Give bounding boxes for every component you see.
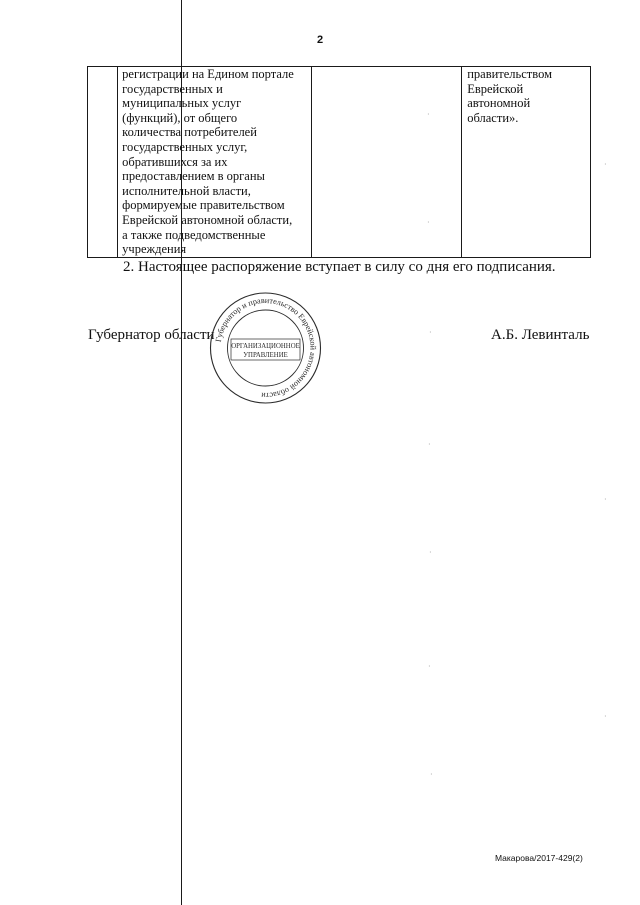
official-stamp [203,292,328,404]
scan-speck: · [429,548,432,557]
scan-speck: · [427,218,430,227]
scan-speck: · [604,495,607,504]
page-number: 2 [316,34,324,46]
stamp-ring-text: Губернатор и правительство Еврейской автономной области [213,295,318,401]
scan-speck: · [604,712,607,721]
responsible-text: правительством Еврейской автономной области». [467,67,552,125]
table-cell-responsible [462,67,591,258]
signature-name: А.Б. Левинталь [491,327,590,343]
scan-speck: · [428,440,431,449]
executor-footer: Макарова/2017-429(2) [495,853,583,863]
table-cell-value [312,67,462,258]
scan-speck: · [429,328,432,337]
stamp-center-line-1: ОРГАНИЗАЦИОННОЕ [231,343,300,350]
stamp-center-line-2: УПРАВЛЕНИЕ [243,352,288,359]
scan-speck: · [604,160,607,169]
clause-2-text: 2. Настоящее распоряжение вступает в силу со дня его подписания. [123,259,556,275]
scan-speck: · [428,662,431,671]
scan-speck: · [430,770,433,779]
table-row [88,67,591,258]
continuation-table [87,66,591,258]
scan-speck: · [427,110,430,119]
table-cell-number [88,67,118,258]
signature-title: Губернатор области [88,327,215,343]
table-cell-indicator [118,67,312,258]
indicator-text: регистрации на Едином портале государственных и муниципальных услуг (функций), от общего количества потребителей государственных услуг, обратившихся за их предоставлением в органы исполнительной власти, формируемые правительством Еврейской автономной области, а также подведомственные учреждения [122,67,294,257]
